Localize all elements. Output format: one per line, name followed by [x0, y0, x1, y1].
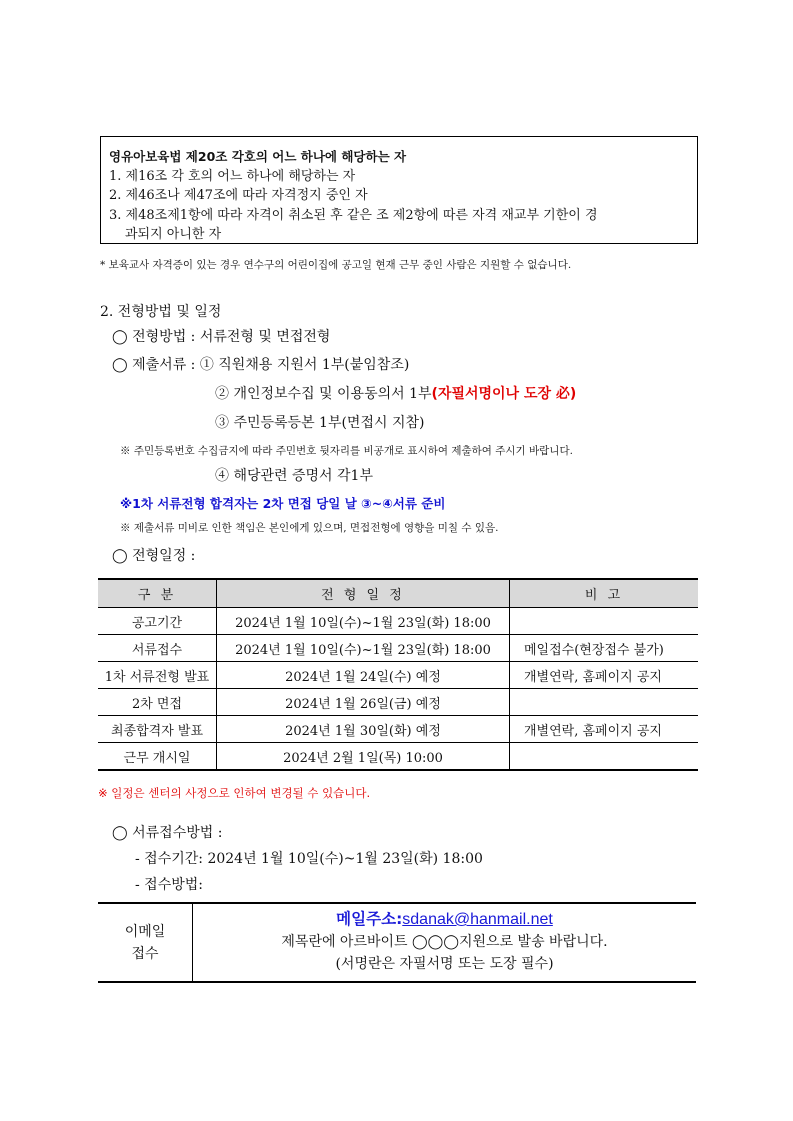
schedule-label: ◯ 전형일정 : — [112, 548, 196, 564]
selection-method: ◯ 전형방법 : 서류전형 및 면접전형 — [112, 329, 331, 345]
qualification-title: 영유아보육법 제20조 각호의 어느 하나에 해당하는 자 — [109, 149, 407, 164]
mail-prefix: 메일주소: — [336, 910, 403, 928]
table-header-row — [98, 579, 698, 608]
row-schedule: 2024년 1월 26일(금) 예정 — [217, 689, 510, 716]
submission-label: ◯ 서류접수방법 : — [112, 825, 223, 841]
table-row — [98, 608, 698, 635]
table-row — [98, 903, 696, 982]
table-row — [98, 716, 698, 743]
header-remarks: 비 고 — [510, 579, 699, 608]
header-category: 구 분 — [98, 579, 217, 608]
table-row — [98, 662, 698, 689]
row-schedule: 2024년 1월 24일(수) 예정 — [217, 662, 510, 689]
row-category: 근무 개시일 — [98, 743, 217, 771]
qualification-item-1: 1. 제16조 각 호의 어느 하나에 해당하는 자 — [109, 168, 356, 184]
row-remarks — [510, 608, 699, 635]
row-schedule: 2024년 2월 1일(목) 10:00 — [217, 743, 510, 771]
signature-instruction: (서명란은 자필서명 또는 도장 필수) — [335, 956, 554, 972]
row-remarks: 개별연락, 홈페이지 공지 — [510, 716, 699, 743]
schedule-change-note: ※ 일정은 센터의 사정으로 인하여 변경될 수 있습니다. — [98, 786, 371, 800]
submission-period: - 접수기간: 2024년 1월 10일(수)~1월 23일(화) 18:00 — [135, 851, 483, 867]
box-note: * 보육교사 자격증이 있는 경우 연수구의 어린이집에 공고일 현재 근무 중인 사람은 지원할 수 없습니다. — [100, 259, 572, 271]
responsibility-note: ※ 제출서류 미비로 인한 책임은 본인에게 있으며, 면접전형에 영향을 미칠 수 있음. — [120, 522, 499, 534]
document-3: ③ 주민등록등본 1부(면접시 지참) — [215, 415, 425, 431]
row-category: 최종합격자 발표 — [98, 716, 217, 743]
documents-label: ◯ 제출서류 : ① 직원채용 지원서 1부(붙임참조) — [112, 357, 410, 373]
qualification-item-2: 2. 제46조나 제47조에 따라 자격정지 중인 자 — [109, 188, 368, 203]
subject-instruction: 제목란에 아르바이트 ◯◯◯지원으로 발송 바랍니다. — [281, 934, 608, 950]
row-category: 2차 면접 — [98, 689, 217, 716]
qualification-item-3: 3. 제48조제1항에 따라 자격이 취소된 후 같은 조 제2항에 따른 자격 재교부 기한이 경 — [109, 207, 598, 223]
document-4: ④ 해당관련 증명서 각1부 — [215, 468, 373, 484]
mail-address-link[interactable]: sdanak@hanmail.net — [402, 911, 553, 928]
row-category: 1차 서류전형 발표 — [98, 662, 217, 689]
mail-address-line — [193, 908, 696, 931]
row-remarks: 개별연락, 홈페이지 공지 — [510, 662, 699, 689]
resident-number-note: ※ 주민등록번호 수집금지에 따라 주민번호 뒷자리를 비공개로 표시하여 제출하여 주시기 바랍니다. — [120, 445, 573, 457]
schedule-table — [98, 578, 698, 771]
signature-required-note: (자필서명이나 도장 必) — [431, 386, 577, 402]
qualification-box — [100, 136, 698, 244]
document-2-text: ② 개인정보수집 및 이용동의서 1부 — [215, 386, 432, 402]
table-row — [98, 743, 698, 771]
row-schedule: 2024년 1월 10일(수)~1월 23일(화) 18:00 — [217, 635, 510, 662]
row-schedule: 2024년 1월 30일(화) 예정 — [217, 716, 510, 743]
row-remarks — [510, 743, 699, 771]
row-schedule: 2024년 1월 10일(수)~1월 23일(화) 18:00 — [217, 608, 510, 635]
email-info-cell — [193, 903, 697, 982]
email-label-line2: 접수 — [131, 945, 159, 962]
interview-docs-note: ※1차 서류전형 합격자는 2차 면접 당일 날 ③~④서류 준비 — [120, 496, 446, 511]
qualification-item-3-cont: 과되지 아니한 자 — [125, 227, 222, 242]
row-category: 공고기간 — [98, 608, 217, 635]
row-remarks — [510, 689, 699, 716]
header-schedule: 전 형 일 정 — [217, 579, 510, 608]
section-heading: 2. 전형방법 및 일정 — [100, 304, 222, 320]
email-label-cell — [98, 903, 193, 982]
table-row — [98, 635, 698, 662]
email-submission-table — [98, 902, 696, 983]
submission-method: - 접수방법: — [135, 877, 203, 893]
row-remarks: 메일접수(현장접수 불가) — [510, 635, 699, 662]
document-2 — [215, 383, 576, 403]
email-label-line1: 이메일 — [124, 923, 166, 940]
table-row — [98, 689, 698, 716]
row-category: 서류접수 — [98, 635, 217, 662]
